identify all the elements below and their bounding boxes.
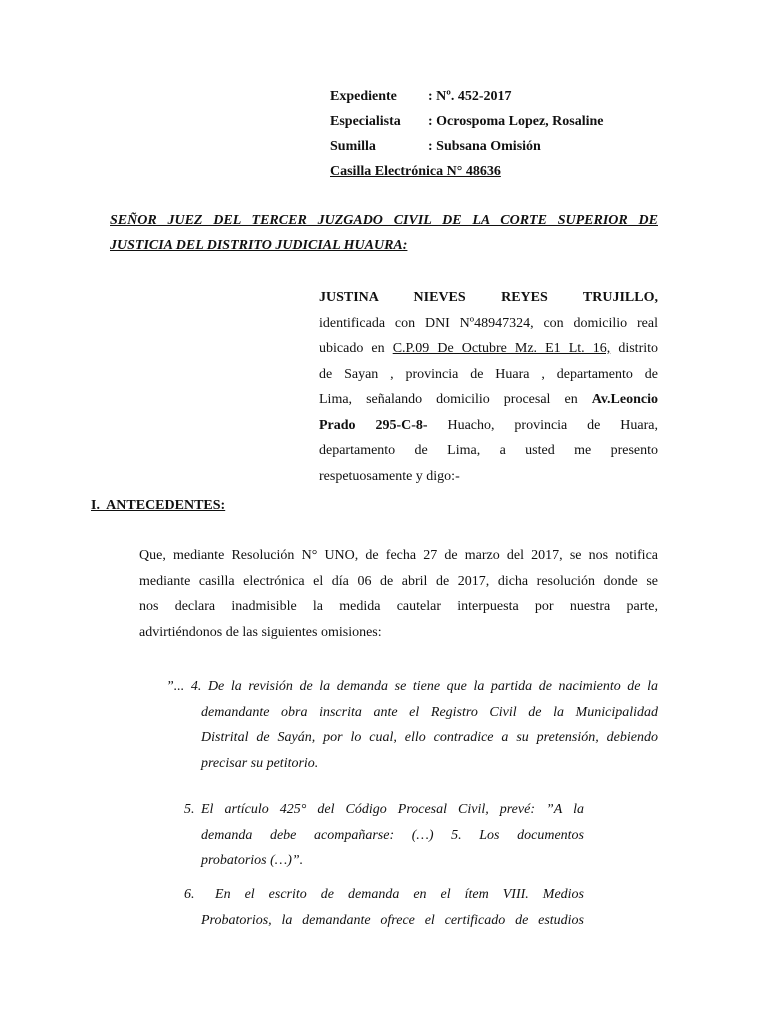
text-fragment: ubicado en bbox=[319, 341, 393, 356]
quote-line: ”... 4. De la revisión de la demanda se tiene que la partida de nacimiento de la bbox=[166, 679, 658, 694]
paragraph-line: advirtiéndonos de las siguientes omisiones: bbox=[139, 624, 382, 640]
petitioner-line: de Sayan , provincia de Huara , departamento de bbox=[319, 366, 658, 382]
petitioner-line: departamento de Lima, a usted me presento bbox=[319, 443, 658, 458]
header-row-especialista bbox=[330, 109, 604, 134]
section-heading-antecedentes: I. ANTECEDENTES: bbox=[91, 498, 226, 513]
quoted-item-5 bbox=[184, 797, 584, 874]
quote-line: El artículo 425° del Código Procesal Civil, prevé: ”A la bbox=[201, 802, 584, 817]
item-number: 5. bbox=[184, 802, 195, 817]
header-label: Especialista bbox=[330, 114, 401, 129]
procesal-address: Prado 295-C-8- bbox=[319, 417, 428, 433]
paragraph-line: nos declara inadmisible la medida cautelar interpuesta por nuestra parte, bbox=[139, 599, 658, 614]
quote-line: Probatorios, la demandante ofrece el certificado de estudios bbox=[201, 912, 584, 928]
numbered-item bbox=[184, 797, 584, 874]
header-value: : Ocrospoma Lopez, Rosaline bbox=[428, 114, 604, 129]
text-fragment: Huacho, provincia de Huara, bbox=[427, 417, 658, 433]
header-value: : Nº. 452-2017 bbox=[428, 89, 512, 104]
item-text bbox=[201, 797, 584, 874]
quoted-item-6 bbox=[184, 882, 584, 933]
quote-line: demandante obra inscrita ante el Registro Civil de la Municipalidad bbox=[201, 704, 658, 720]
procesal-address: Av.Leoncio bbox=[591, 392, 658, 407]
petitioner-line bbox=[319, 413, 658, 439]
header-label: Sumilla bbox=[330, 139, 376, 154]
header-value: : Subsana Omisión bbox=[428, 139, 541, 154]
petitioner-line bbox=[319, 336, 658, 362]
item-text bbox=[201, 882, 584, 933]
numbered-item bbox=[184, 882, 584, 933]
quote-line: probatorios (…)”. bbox=[201, 853, 304, 868]
paragraph-line: Que, mediante Resolución N° UNO, de fecha 27 de marzo del 2017, se nos notifica bbox=[139, 548, 658, 563]
petitioner-line bbox=[319, 387, 658, 413]
real-address: C.P.09 De Octubre Mz. E1 Lt. 16, bbox=[392, 341, 611, 356]
paragraph-line: mediante casilla electrónica el día 06 de abril de 2017, dicha resolución donde se bbox=[139, 573, 658, 589]
addressee bbox=[110, 208, 658, 258]
quote-line: precisar su petitorio. bbox=[201, 755, 319, 771]
item-number: 6. bbox=[184, 887, 195, 902]
header-label: Expediente bbox=[330, 89, 397, 104]
petitioner-name: JUSTINA NIEVES REYES TRUJILLO, bbox=[319, 290, 658, 305]
header-row-expediente bbox=[330, 84, 604, 109]
quote-line: En el escrito de demanda en el ítem VIII. Medios bbox=[201, 887, 584, 902]
petitioner-intro bbox=[319, 285, 658, 489]
quote-line: demanda debe acompañarse: (…) 5. Los documentos bbox=[201, 827, 584, 843]
text-fragment: Lima, señalando domicilio procesal en bbox=[319, 392, 592, 407]
antecedentes-paragraph bbox=[139, 543, 658, 645]
header-row-casilla bbox=[330, 159, 604, 184]
quoted-item-4 bbox=[166, 674, 658, 776]
header-row-sumilla bbox=[330, 134, 604, 159]
case-header bbox=[330, 84, 604, 184]
addressee-line: SEÑOR JUEZ DEL TERCER JUZGADO CIVIL DE LA CORTE SUPERIOR DE bbox=[110, 213, 658, 228]
petitioner-line: identificada con DNI Nº48947324, con domicilio real bbox=[319, 315, 658, 331]
quote-line: Distrital de Sayán, por lo cual, ello contradice a su pretensión, debiendo bbox=[201, 730, 658, 745]
addressee-line: JUSTICIA DEL DISTRITO JUDICIAL HUAURA: bbox=[110, 238, 408, 253]
text-fragment: distrito bbox=[610, 341, 659, 356]
petitioner-line: respetuosamente y digo:- bbox=[319, 468, 460, 484]
casilla-electronica: Casilla Electrónica N° 48636 bbox=[330, 164, 501, 179]
